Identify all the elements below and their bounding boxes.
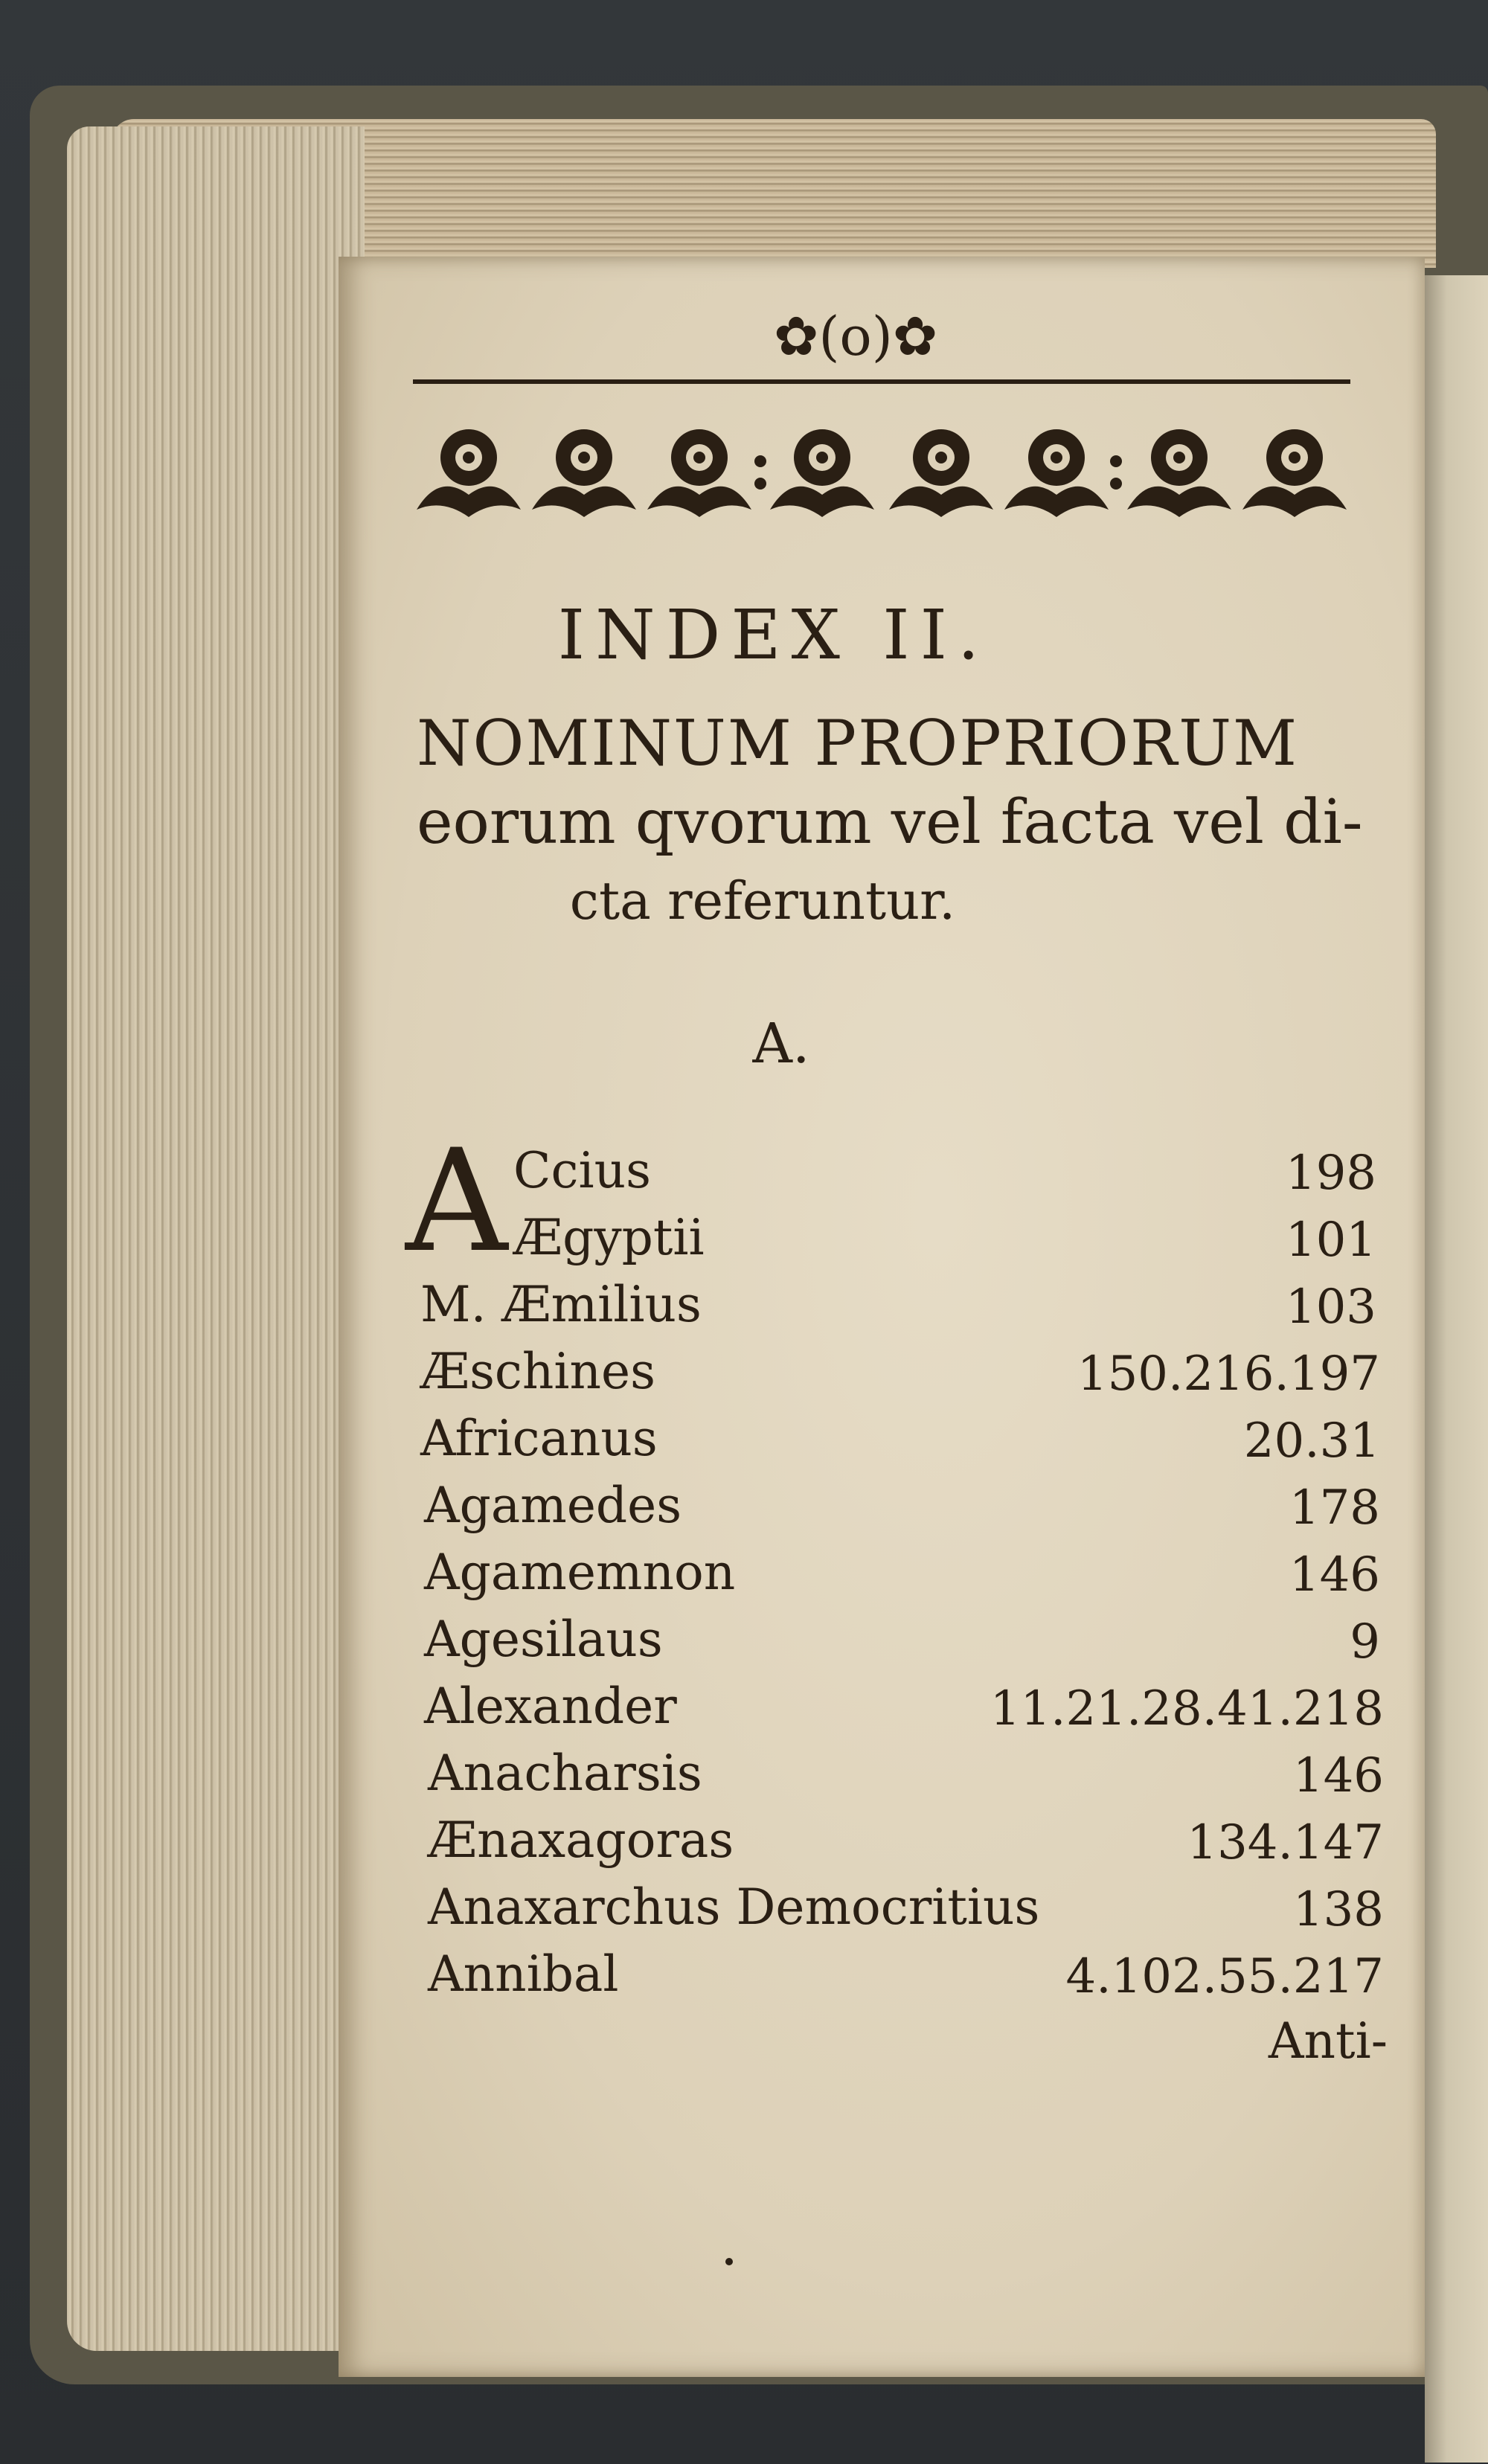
index-entry-name: Alexander bbox=[424, 1678, 677, 1735]
index-entry-pages: 134.147 bbox=[1187, 1815, 1384, 1870]
index-entry-name: Agamemnon bbox=[424, 1544, 736, 1601]
header-rule bbox=[413, 379, 1350, 384]
flower-icon: ✿ bbox=[892, 305, 938, 368]
flower-ornament-icon bbox=[1004, 429, 1109, 517]
flower-ornament-icon bbox=[1127, 429, 1231, 517]
signature-text: (o) bbox=[818, 305, 893, 368]
flower-ornament-icon bbox=[889, 429, 993, 517]
index-entry-pages: 9 bbox=[1350, 1614, 1380, 1669]
index-title: INDEX II. bbox=[557, 595, 990, 675]
index-entry-name: Anaxarchus Democritius bbox=[428, 1879, 1040, 1936]
index-entry-name: Annibal bbox=[428, 1945, 619, 2003]
index-entry-pages: 103 bbox=[1285, 1280, 1376, 1335]
flower-ornament-icon bbox=[532, 429, 636, 517]
index-subtitle-line3: cta referuntur. bbox=[569, 870, 956, 931]
flower-ornament-icon bbox=[770, 429, 874, 517]
index-entry-name: Africanus bbox=[420, 1410, 658, 1467]
catchword: Anti- bbox=[1268, 2012, 1388, 2070]
index-entry-pages: 146 bbox=[1289, 1547, 1380, 1602]
index-entry-pages: 20.31 bbox=[1243, 1414, 1380, 1469]
section-letter: A. bbox=[752, 1012, 810, 1076]
index-entry-name: Æschines bbox=[420, 1343, 655, 1400]
index-entry-name: Ægyptii bbox=[513, 1209, 705, 1266]
index-entry-pages: 4.102.55.217 bbox=[1065, 1949, 1384, 2004]
index-entry-name: Agamedes bbox=[424, 1477, 682, 1534]
flower-ornament-icon bbox=[417, 429, 521, 517]
signature-mark bbox=[774, 305, 937, 368]
index-entry-pages: 11.21.28.41.218 bbox=[990, 1681, 1384, 1736]
index-entry-pages: 138 bbox=[1292, 1882, 1384, 1937]
page-edges-left bbox=[67, 126, 365, 2351]
index-entry-pages: 198 bbox=[1285, 1146, 1376, 1201]
index-entry-pages: 146 bbox=[1292, 1748, 1384, 1803]
floral-ornament-band bbox=[409, 391, 1354, 539]
flower-ornament-icon bbox=[1242, 429, 1347, 517]
index-entry-name: Agesilaus bbox=[424, 1611, 663, 1668]
index-subtitle-line1: NOMINUM PROPRIORUM bbox=[417, 707, 1299, 780]
drop-cap: A bbox=[405, 1119, 508, 1283]
index-subtitle-line2: eorum qvorum vel facta vel di- bbox=[417, 787, 1363, 858]
index-entry-pages: 150.216.197 bbox=[1077, 1347, 1380, 1402]
index-entry-name: Ænaxagoras bbox=[428, 1812, 734, 1869]
index-entry-name: Ccius bbox=[513, 1142, 651, 1199]
index-entry-name: Anacharsis bbox=[428, 1745, 702, 1802]
index-entry-pages: 101 bbox=[1285, 1213, 1376, 1268]
ink-speck bbox=[725, 2258, 733, 2265]
flower-ornament-icon bbox=[647, 429, 751, 517]
flower-icon: ✿ bbox=[774, 305, 819, 368]
index-entry-name: M. Æmilius bbox=[420, 1276, 702, 1333]
index-entry-pages: 178 bbox=[1289, 1480, 1380, 1536]
